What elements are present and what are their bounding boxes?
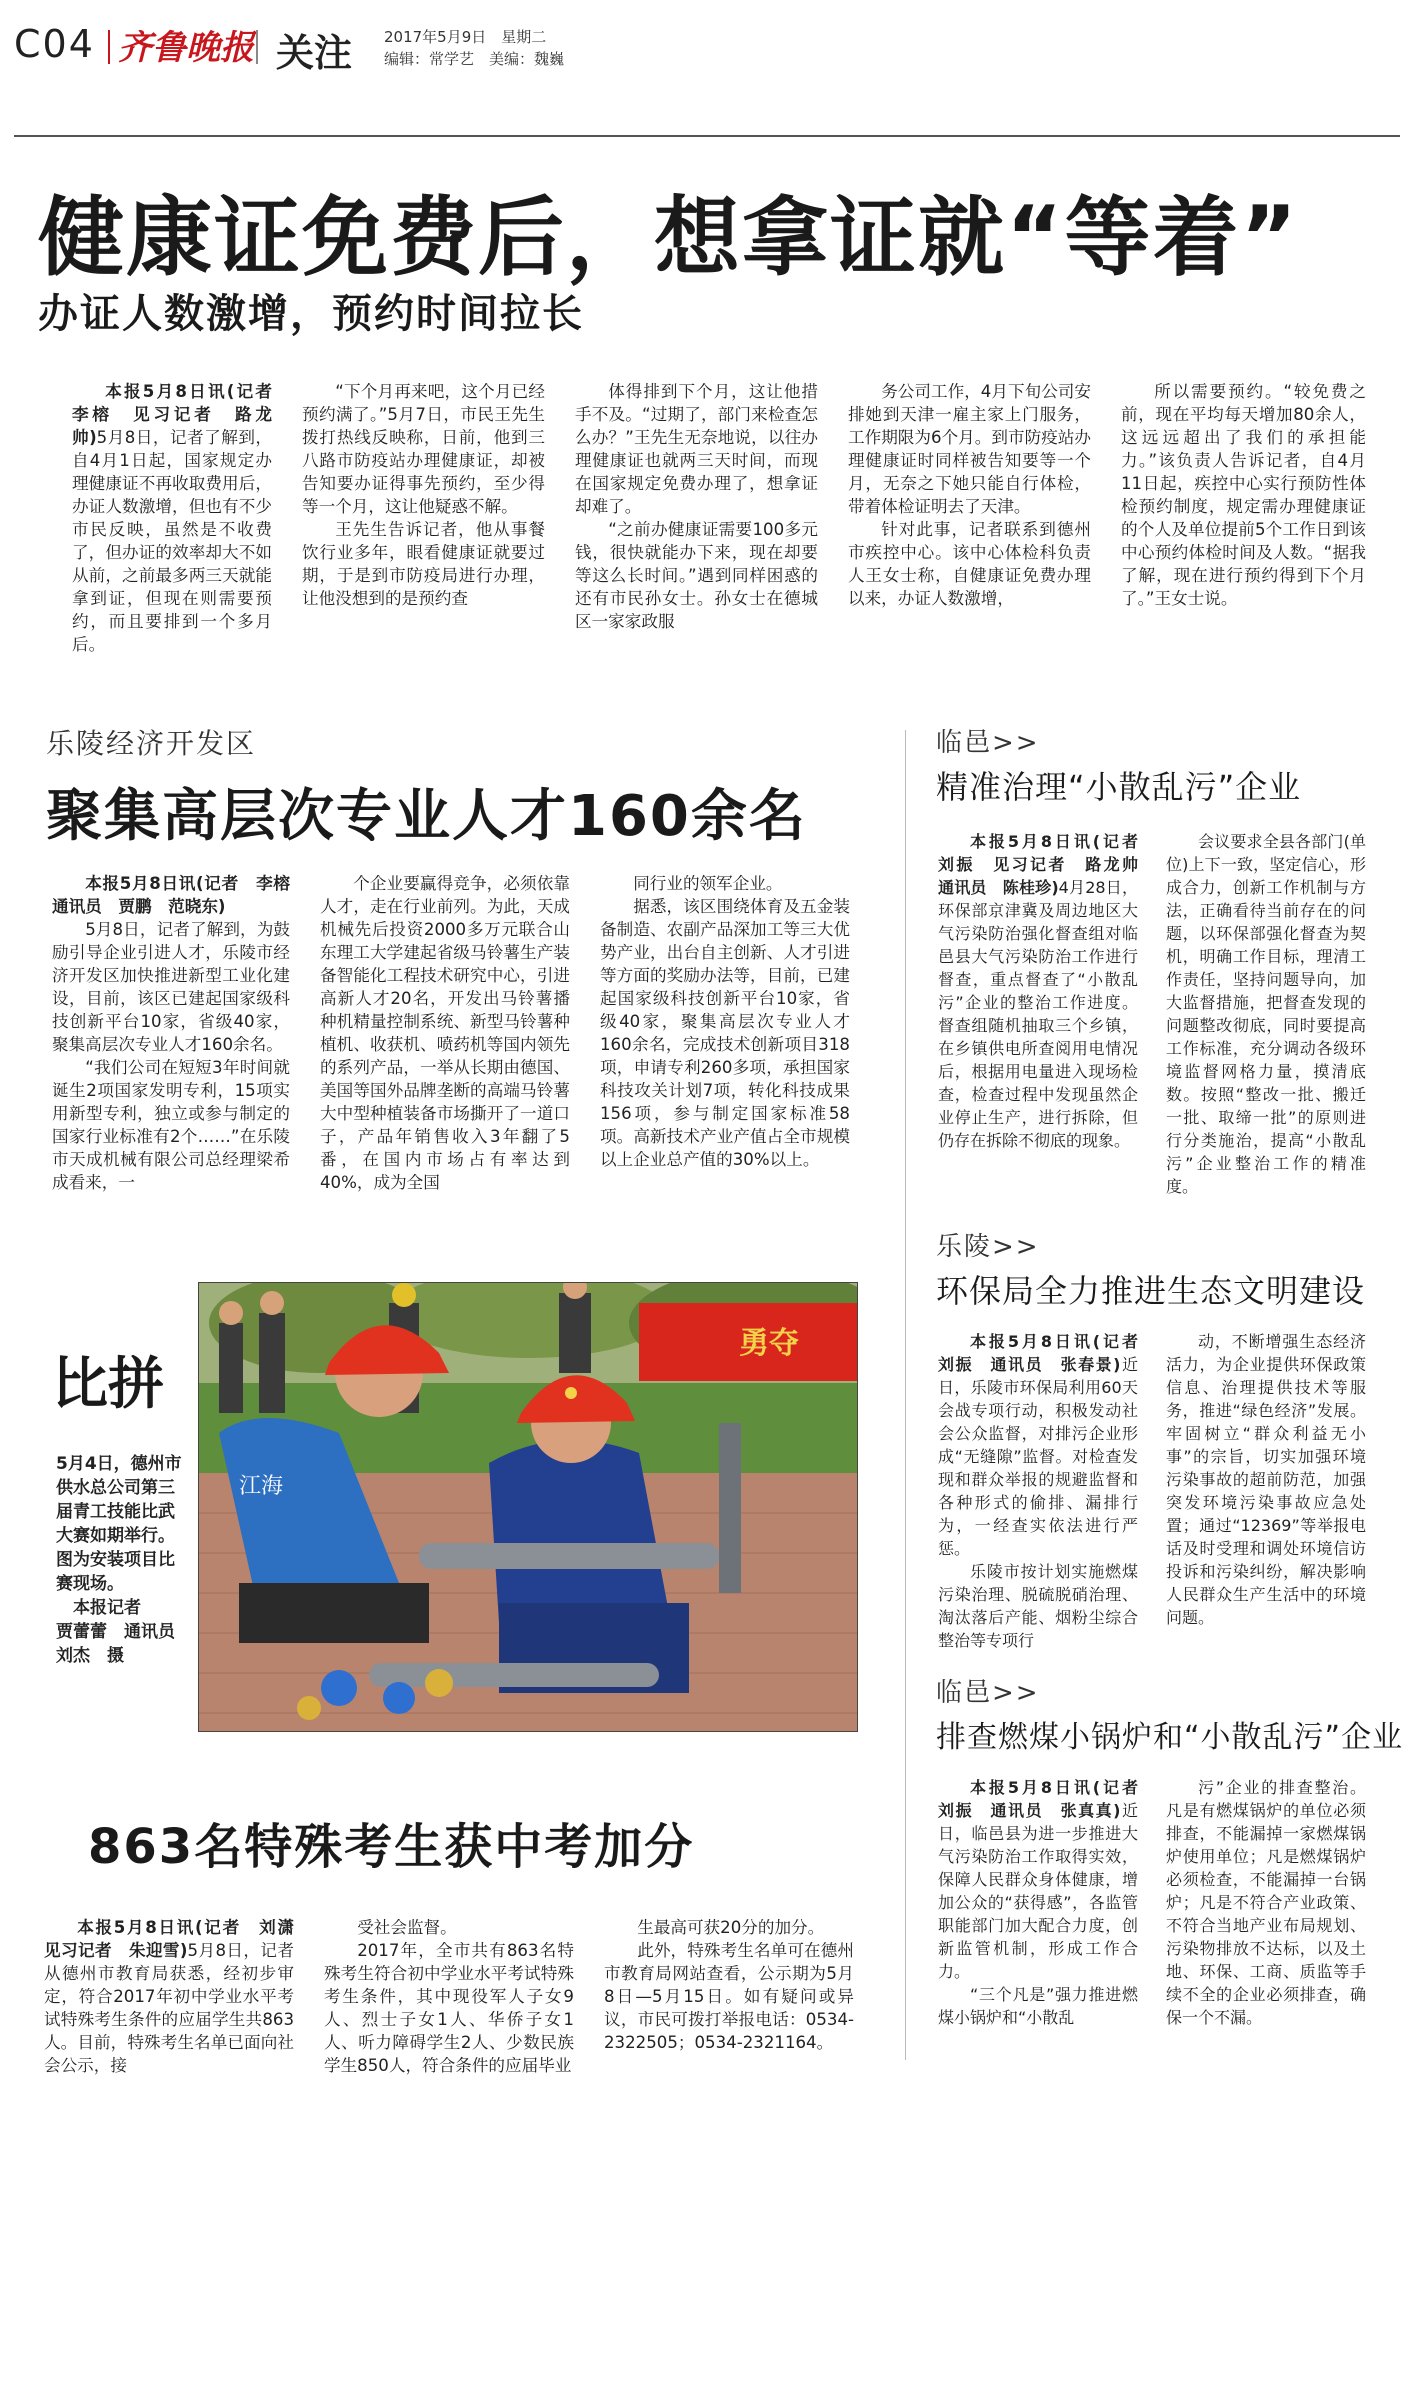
story6-text: 此外，特殊考生名单可在德州市教育局网站查看，公示期为5月8日—5月15日。如有疑问或异议，市民可拨打举报电话：0534-2322505；0534-2321164。 (604, 1941, 854, 2052)
story4-text: 乐陵市按计划实施燃煤污染治理、脱硫脱硝治理、淘汰落后产能、烟粉尘综合整治等专项行 (938, 1562, 1138, 1650)
story1-lead: 本报5月8日讯(记者 李榕 见习记者 路龙帅) (72, 382, 289, 447)
caption-credit-label: 本报记者 (73, 1598, 141, 1618)
story3-kicker: 临邑>> (936, 728, 1040, 758)
story1-text: 5月8日，记者了解到，自4月1日起，国家规定办理健康证不再收取费用后，办证人数激增，但也有不少市民反映，虽然是不收费了，但办证的效率却大不如从前，之前最多两三天就能拿到证，但现在则需要预约，而且要排到一个多月后。 (72, 428, 272, 654)
story2-column-3 (600, 872, 850, 1171)
story1-text: “之前办健康证需要100多元钱，很快就能办下来，现在却要等这么长时间。”遇到同样困惑的还有市民孙女士。孙女士在德城区一家家政服 (575, 520, 818, 631)
page-number: C04 (14, 22, 95, 66)
story1-column-4 (848, 380, 1091, 610)
story5-text: 污”企业的排查整治。凡是有燃煤锅炉的单位必须排查，不能漏掉一家燃煤锅炉使用单位；凡是燃煤锅炉必须检查，不能漏掉一台锅炉；凡是不符合产业政策、不符合当地产业布局规划、污染物排放不达标，以及土地、环保、工商、质监等手续不全的企业必须排查，确保一个不漏。 (1166, 1778, 1366, 2027)
story1-text: 务公司工作，4月下旬公司安排她到天津一雇主家上门服务，工作期限为6个月。到市防疫站办理健康证时同样被告知要等一个月，无奈之下她只能自行体检，带着体检证明去了天津。 (848, 382, 1091, 516)
story1-column-5 (1121, 380, 1366, 610)
story2-lead: 本报5月8日讯(记者 李榕 通讯员 贾鹏 范晓东) (52, 874, 307, 916)
story4-headline: 环保局全力推进生态文明建设 (936, 1272, 1366, 1310)
story2-text: 5月8日，记者了解到，为鼓励引导企业引进人才，乐陵市经济开发区加快推进新型工业化建设，目前，该区已建起国家级科技创新平台10家，省级40家，聚集高层次专业人才160余名。 (52, 920, 290, 1054)
caption-credit: 贾蕾蕾 通讯员 刘杰 摄 (56, 1622, 192, 1666)
story5-lead: 本报5月8日讯(记者 刘振 通讯员 张真真) (938, 1778, 1155, 1820)
section-title: 关注 (276, 31, 353, 75)
story1-column-3 (575, 380, 818, 633)
story2-text: 同行业的领军企业。 (633, 874, 783, 893)
story6-text: 受社会监督。 (357, 1918, 457, 1937)
masthead-divider (256, 30, 258, 64)
photo-title: 比拼 (52, 1352, 164, 1417)
masthead-divider (108, 30, 110, 64)
story5-column-2 (1166, 1776, 1366, 2029)
story6-text: 生最高可获20分的加分。 (637, 1918, 825, 1937)
story5-column-1 (938, 1776, 1155, 2029)
story1-text: 所以需要预约。“较免费之前，现在平均每天增加80余人，这远远超出了我们的承担能力。”该负责人告诉记者，自4月11日起，疾控中心实行预防性体检预约制度，规定需办理健康证的个人及单位提前5个工作日到该中心预约体检时间及人数。“据我了解，现在进行预约得到下个月了。”王女士说。 (1121, 382, 1366, 608)
story1-text: 王先生告诉记者，他从事餐饮行业多年，眼看健康证就要过期，于是到市防疫局进行办理，让他没想到的是预约查 (302, 520, 545, 608)
photo-illustration (199, 1283, 858, 1732)
story4-lead: 本报5月8日讯(记者 刘振 通讯员 张春景) (938, 1332, 1155, 1374)
story3-text: 会议要求全县各部门(单位)上下一致，坚定信心，形成合力，创新工作机制与方法，正确看待当前存在的问题，以环保部强化督查为契机，明确工作目标，理清工作责任，坚持问题导向，加大监督措施，把督查发现的问题整改彻底，同时要提高工作标准，充分调动各级环境监督网格力量，摸清底数。按照“整改一批、搬迁一批、取缔一批”的原则进行分类施治，提高“小散乱污”企业整治工作的精准度。 (1166, 832, 1366, 1196)
photo-caption (56, 1452, 192, 1668)
story3-lead: 本报5月8日讯(记者 刘振 见习记者 路龙帅 通讯员 陈桂珍) (938, 832, 1155, 897)
story5-kicker: 临邑>> (936, 1678, 1040, 1708)
story3-text: 4月28日，环保部京津冀及周边地区大气污染防治强化督查组对临邑县大气污染防治工作进行督查，重点督查了“小散乱污”企业的整治工作进度。督查组随机抽取三个乡镇，在乡镇供电所查阅用电情况后，根据用电量进入现场检查，检查过程中发现虽然企业停止生产，进行拆除，但仍存在拆除不彻底的现象。 (938, 878, 1138, 1150)
story6-column-3 (604, 1916, 854, 2054)
story2-text: 据悉，该区围绕体育及五金装备制造、农副产品深加工等三大优势产业，出台自主创新、人才引进等方面的奖励办法等，目前，已建起国家级科技创新平台10家，省级40家，聚集高层次专业人才160余名，完成技术创新项目318项，申请专利260多项，承担国家科技攻关计划7项，转化科技成果156项，参与制定国家标准58项。高新技术产业产值占全市规模以上企业总产值的30%以上。 (600, 897, 850, 1169)
story6-text: 2017年，全市共有863名特殊考生符合初中学业水平考试特殊考生条件，其中现役军人子女9人、烈士子女1人、华侨子女1人、听力障碍学生2人、少数民族学生850人，符合条件的应届毕业 (324, 1941, 574, 2075)
story1-text: “下个月再来吧，这个月已经预约满了。”5月7日，市民王先生拨打热线反映称，日前，他到三八路市防疫站办理健康证，却被告知要办证得事先预约，至少得等一个月，这让他疑惑不解。 (302, 382, 545, 516)
story2-text: “我们公司在短短3年时间就诞生2项国家发明专利，15项实用新型专利，独立或参与制定的国家行业标准有2个……”在乐陵市天成机械有限公司总经理梁希成看来，一 (52, 1058, 290, 1192)
story6-column-2 (324, 1916, 574, 2077)
story1-column-1 (72, 380, 289, 656)
story5-headline: 排查燃煤小锅炉和“小散乱污”企业 (936, 1720, 1404, 1755)
story6-text: 5月8日，记者从德州市教育局获悉，经初步审定，符合2017年初中学业水平考试特殊考生条件的应届学生共863人。目前，特殊考生名单已面向社会公示，接 (44, 1941, 294, 2075)
story2-column-2 (320, 872, 570, 1194)
masthead-meta (384, 26, 564, 70)
story6-lead: 本报5月8日讯(记者 刘潇 见习记者 朱迎雪) (44, 1918, 311, 1960)
staff-line: 编辑：常学艺 美编：魏巍 (384, 50, 565, 68)
story1-column-2 (302, 380, 545, 610)
story3-headline: 精准治理“小散乱污”企业 (936, 768, 1302, 806)
story2-column-1 (52, 872, 307, 1194)
photo-banner-text: 勇夺 (739, 1326, 799, 1361)
story4-text: 近日，乐陵市环保局利用60天会战专项行动，积极发动社会公众监督，对排污企业形成“无缝隙”监督。对检查发现和群众举报的规避监督和各种形式的偷排、漏排行为，一经查实依法进行严惩。 (938, 1355, 1138, 1558)
column-divider (905, 730, 906, 2060)
story1-subhead: 办证人数激增，预约时间拉长 (38, 291, 584, 337)
story6-column-1 (44, 1916, 311, 2077)
story4-kicker: 乐陵>> (936, 1232, 1040, 1262)
top-rule (14, 135, 1400, 137)
story5-text: 近日，临邑县为进一步推进大气污染防治工作取得实效，保障人民群众身体健康，增加公众的“获得感”，各监管职能部门加大配合力度，创新监管机制，形成工作合力。 (938, 1801, 1138, 1981)
story3-column-2 (1166, 830, 1366, 1198)
story2-text: 个企业要赢得竞争，必须依靠人才，走在行业前列。为此，天成机械先后投资2000多万元联合山东理工大学建起省级马铃薯生产装备智能化工程技术研究中心，引进高新人才20名，开发出马铃薯播种机精量控制系统、新型马铃薯种植机、收获机、喷药机等国内领先的系列产品，一举从长期由德国、美国等国外品牌垄断的高端马铃薯大中型种植装备市场撕开了一道口子，产品年销售收入3年翻了5番，在国内市场占有率达到40%，成为全国 (320, 874, 570, 1192)
story4-text: 动，不断增强生态经济活力，为企业提供环保政策信息、治理提供技术等服务，推进“绿色经济”发展。牢固树立“群众利益无小事”的宗旨，切实加强环境污染事故的超前防范，加强突发环境污染事故应急处置；通过“12369”等举报电话及时受理和调处环境信访投诉和污染纠纷，解决影响人民群众生产生活中的环境问题。 (1166, 1332, 1366, 1627)
story5-text: “三个凡是”强力推进燃煤小锅炉和“小散乱 (938, 1985, 1138, 2027)
caption-text: 5月4日，德州市供水总公司第三届青工技能比武大赛如期举行。图为安装项目比赛现场。 (56, 1454, 182, 1594)
story1-headline: 健康证免费后，想拿证就“等着” (38, 188, 1300, 288)
story6-headline: 863名特殊考生获中考加分 (88, 1819, 695, 1875)
date-line: 2017年5月9日 星期二 (384, 28, 547, 46)
story3-column-1 (938, 830, 1155, 1152)
news-photo (198, 1282, 858, 1732)
story4-column-2 (1166, 1330, 1366, 1629)
story1-text: 体得排到下个月，这让他措手不及。“过期了，部门来检查怎么办？”王先生无奈地说，以往办理健康证也就两三天时间，而现在国家规定免费办理了，想拿证却难了。 (575, 382, 818, 516)
story2-headline: 聚集高层次专业人才160余名 (46, 784, 807, 849)
story4-column-1 (938, 1330, 1155, 1652)
photo-vest-text: 江海 (239, 1474, 284, 1499)
story1-text: 针对此事，记者联系到德州市疾控中心。该中心体检科负责人王女士称，自健康证免费办理以来，办证人数激增， (848, 520, 1091, 608)
story2-kicker: 乐陵经济开发区 (46, 727, 257, 760)
newspaper-logo: 齐鲁晚报 (118, 28, 254, 68)
